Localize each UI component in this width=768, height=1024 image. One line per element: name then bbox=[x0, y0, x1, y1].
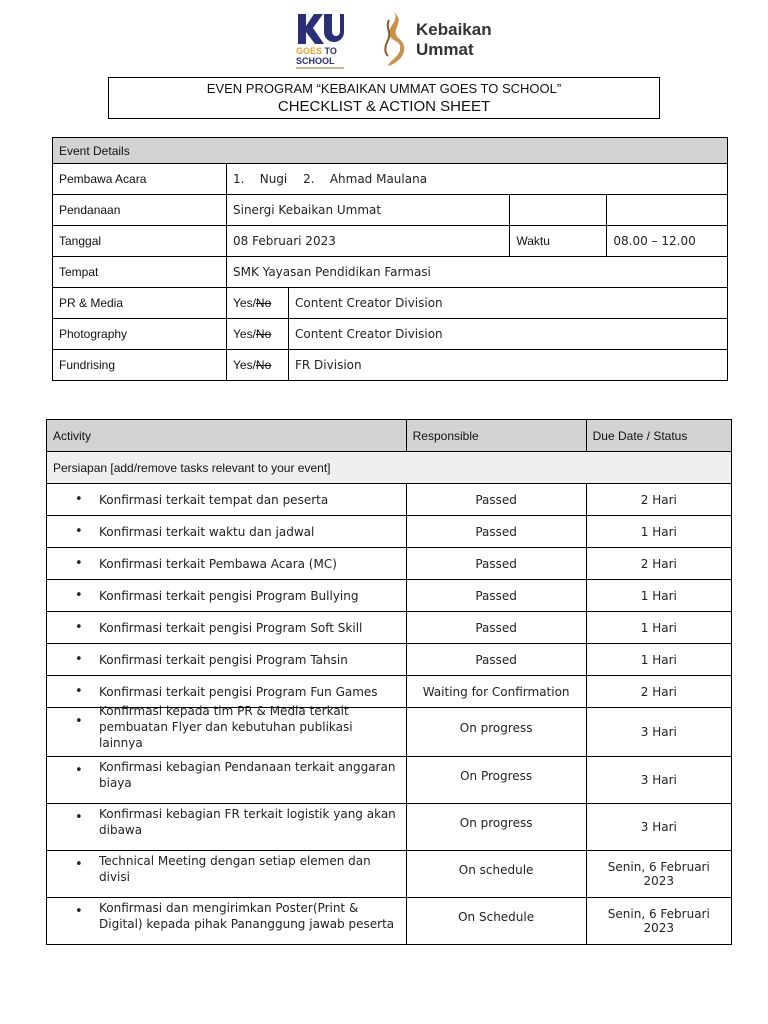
tempat-label: Tempat bbox=[53, 257, 227, 288]
bullet-icon: • bbox=[75, 491, 83, 507]
due-cell: 2 Hari bbox=[586, 548, 731, 580]
title-box bbox=[108, 77, 660, 119]
tanggal-value: 08 Februari 2023 bbox=[227, 226, 510, 257]
brand-name: Kebaikan Ummat bbox=[416, 20, 492, 59]
responsible-status: Passed bbox=[475, 652, 517, 667]
tanggal-label: Tanggal bbox=[53, 226, 227, 257]
responsible-cell bbox=[406, 516, 586, 548]
pr-media-yes-no: Yes/No bbox=[227, 288, 289, 319]
activity-cell bbox=[47, 580, 407, 612]
activity-text: Konfirmasi terkait pengisi Program Fun Games bbox=[99, 684, 378, 699]
responsible-column-header: Responsible bbox=[406, 420, 586, 452]
pr-media-row bbox=[53, 288, 728, 319]
bullet-icon: • bbox=[75, 587, 83, 603]
fundrising-yes-no: Yes/No bbox=[227, 350, 289, 381]
table-row bbox=[47, 851, 732, 898]
waktu-label: Waktu bbox=[510, 226, 607, 257]
event-program-title: EVEN PROGRAM “KEBAIKAN UMMAT GOES TO SCHOOL” bbox=[206, 81, 562, 96]
due-cell: 3 Hari bbox=[586, 708, 731, 757]
activity-cell bbox=[47, 851, 407, 898]
kebaikan-ummat-logo bbox=[380, 10, 500, 70]
table-row bbox=[47, 898, 732, 945]
activity-text: Konfirmasi terkait pengisi Program Tahsin bbox=[99, 652, 348, 667]
tempat-row bbox=[53, 257, 728, 288]
ku-logo-icon bbox=[296, 12, 344, 46]
pembawa-acara-label: Pembawa Acara bbox=[53, 164, 227, 195]
pendanaan-empty-cell-2 bbox=[607, 195, 728, 226]
activity-text: Konfirmasi terkait pengisi Program Bullying bbox=[99, 588, 359, 603]
due-cell: 3 Hari bbox=[586, 757, 731, 804]
waktu-value: 08.00 – 12.00 bbox=[607, 226, 728, 257]
checklist-title: CHECKLIST & ACTION SHEET bbox=[277, 98, 491, 115]
table-row bbox=[47, 612, 732, 644]
pembawa-acara-row bbox=[53, 164, 728, 195]
activity-cell bbox=[47, 804, 407, 851]
responsible-cell bbox=[406, 676, 586, 708]
pendanaan-empty-cell bbox=[510, 195, 607, 226]
responsible-cell bbox=[406, 612, 586, 644]
activity-text: Konfirmasi terkait Pembawa Acara (MC) bbox=[99, 556, 337, 571]
responsible-status: On progress bbox=[459, 816, 533, 830]
activity-cell bbox=[47, 484, 407, 516]
responsible-cell bbox=[406, 484, 586, 516]
header-logos bbox=[0, 10, 768, 70]
activity-cell bbox=[47, 704, 407, 757]
pr-media-label: PR & Media bbox=[53, 288, 227, 319]
due-cell: Senin, 6 Februari 2023 bbox=[586, 898, 731, 945]
responsible-cell bbox=[406, 898, 586, 945]
activity-column-header: Activity bbox=[47, 420, 407, 452]
bullet-icon: • bbox=[75, 714, 83, 729]
activity-cell bbox=[47, 612, 407, 644]
activity-text: Konfirmasi kebagian FR terkait logistik yang akan dibawa bbox=[99, 807, 396, 837]
ku-goes-to-school-logo bbox=[296, 12, 344, 70]
checklist-header-row bbox=[47, 420, 732, 452]
responsible-cell bbox=[406, 580, 586, 612]
activity-text: Konfirmasi terkait waktu dan jadwal bbox=[99, 524, 315, 539]
flame-icon bbox=[380, 10, 408, 68]
ku-tagline-bar bbox=[296, 67, 344, 69]
tanggal-row bbox=[53, 226, 728, 257]
table-row bbox=[47, 644, 732, 676]
ku-school-text: SCHOOL bbox=[296, 56, 335, 66]
due-cell: 3 Hari bbox=[586, 804, 731, 851]
due-cell: 2 Hari bbox=[586, 484, 731, 516]
checklist-table bbox=[46, 419, 732, 945]
event-details-header-row bbox=[53, 138, 728, 164]
responsible-status: Passed bbox=[475, 492, 517, 507]
tempat-value: SMK Yayasan Pendidikan Farmasi bbox=[227, 257, 728, 288]
photography-value: Content Creator Division bbox=[289, 319, 728, 350]
activity-text: Konfirmasi terkait tempat dan peserta bbox=[99, 492, 329, 507]
due-cell: 1 Hari bbox=[586, 580, 731, 612]
responsible-status: On Progress bbox=[460, 769, 533, 783]
ku-goes-text: GOES TO bbox=[296, 46, 337, 56]
pembawa-acara-value: 1. Nugi 2. Ahmad Maulana bbox=[227, 164, 728, 195]
bullet-icon: • bbox=[75, 651, 83, 667]
event-details-table bbox=[52, 137, 728, 381]
bullet-icon: • bbox=[75, 857, 83, 872]
photography-yes-no: Yes/No bbox=[227, 319, 289, 350]
table-row bbox=[47, 484, 732, 516]
responsible-cell bbox=[406, 644, 586, 676]
bullet-icon: • bbox=[75, 683, 83, 699]
pendanaan-row bbox=[53, 195, 728, 226]
due-cell: Senin, 6 Februari 2023 bbox=[586, 851, 731, 898]
activity-cell bbox=[47, 757, 407, 804]
photography-label: Photography bbox=[53, 319, 227, 350]
section-row bbox=[47, 452, 732, 484]
bullet-icon: • bbox=[75, 555, 83, 571]
responsible-cell bbox=[406, 851, 586, 898]
responsible-cell bbox=[406, 757, 586, 804]
responsible-cell bbox=[406, 548, 586, 580]
responsible-status: Passed bbox=[475, 620, 517, 635]
table-row bbox=[47, 757, 732, 804]
table-row bbox=[47, 548, 732, 580]
pr-media-value: Content Creator Division bbox=[289, 288, 728, 319]
responsible-status: On Schedule bbox=[458, 910, 535, 924]
event-details-header: Event Details bbox=[53, 138, 728, 164]
activity-text: Konfirmasi dan mengirimkan Poster(Print & Digital) kepada pihak Pananggung jawab peserta bbox=[99, 901, 395, 931]
activity-text: Konfirmasi kebagian Pendanaan terkait anggaran biaya bbox=[99, 760, 396, 790]
bullet-icon: • bbox=[75, 763, 83, 778]
due-cell: 2 Hari bbox=[586, 676, 731, 708]
bullet-icon: • bbox=[75, 619, 83, 635]
responsible-status: Passed bbox=[475, 556, 517, 571]
due-cell: 1 Hari bbox=[586, 612, 731, 644]
section-title: Persiapan [add/remove tasks relevant to your event] bbox=[47, 452, 732, 484]
responsible-cell bbox=[406, 708, 586, 757]
fundrising-label: Fundrising bbox=[53, 350, 227, 381]
activity-text: Konfirmasi kepada tim PR & Media terkait pembuatan Flyer dan kebutuhan publikasi lainnya bbox=[99, 704, 353, 750]
fundrising-row bbox=[53, 350, 728, 381]
due-column-header: Due Date / Status bbox=[586, 420, 731, 452]
checklist-body bbox=[47, 484, 732, 945]
bullet-icon: • bbox=[75, 904, 83, 919]
activity-text: Technical Meeting dengan setiap elemen dan divisi bbox=[99, 854, 371, 884]
responsible-status: Passed bbox=[475, 588, 517, 603]
table-row bbox=[47, 516, 732, 548]
activity-cell bbox=[47, 548, 407, 580]
bullet-icon: • bbox=[75, 810, 83, 825]
pendanaan-label: Pendanaan bbox=[53, 195, 227, 226]
activity-cell bbox=[47, 898, 407, 945]
activity-text: Konfirmasi terkait pengisi Program Soft Skill bbox=[99, 620, 363, 635]
pendanaan-value: Sinergi Kebaikan Ummat bbox=[227, 195, 510, 226]
responsible-status: Waiting for Confirmation bbox=[422, 684, 570, 699]
responsible-cell bbox=[406, 804, 586, 851]
due-cell: 1 Hari bbox=[586, 516, 731, 548]
due-cell: 1 Hari bbox=[586, 644, 731, 676]
table-row bbox=[47, 580, 732, 612]
responsible-status: On schedule bbox=[458, 863, 534, 877]
activity-cell bbox=[47, 644, 407, 676]
responsible-status: Passed bbox=[475, 524, 517, 539]
bullet-icon: • bbox=[75, 523, 83, 539]
photography-row bbox=[53, 319, 728, 350]
table-row bbox=[47, 708, 732, 757]
activity-cell bbox=[47, 516, 407, 548]
fundrising-value: FR Division bbox=[289, 350, 728, 381]
table-row bbox=[47, 804, 732, 851]
responsible-status: On progress bbox=[459, 721, 533, 735]
